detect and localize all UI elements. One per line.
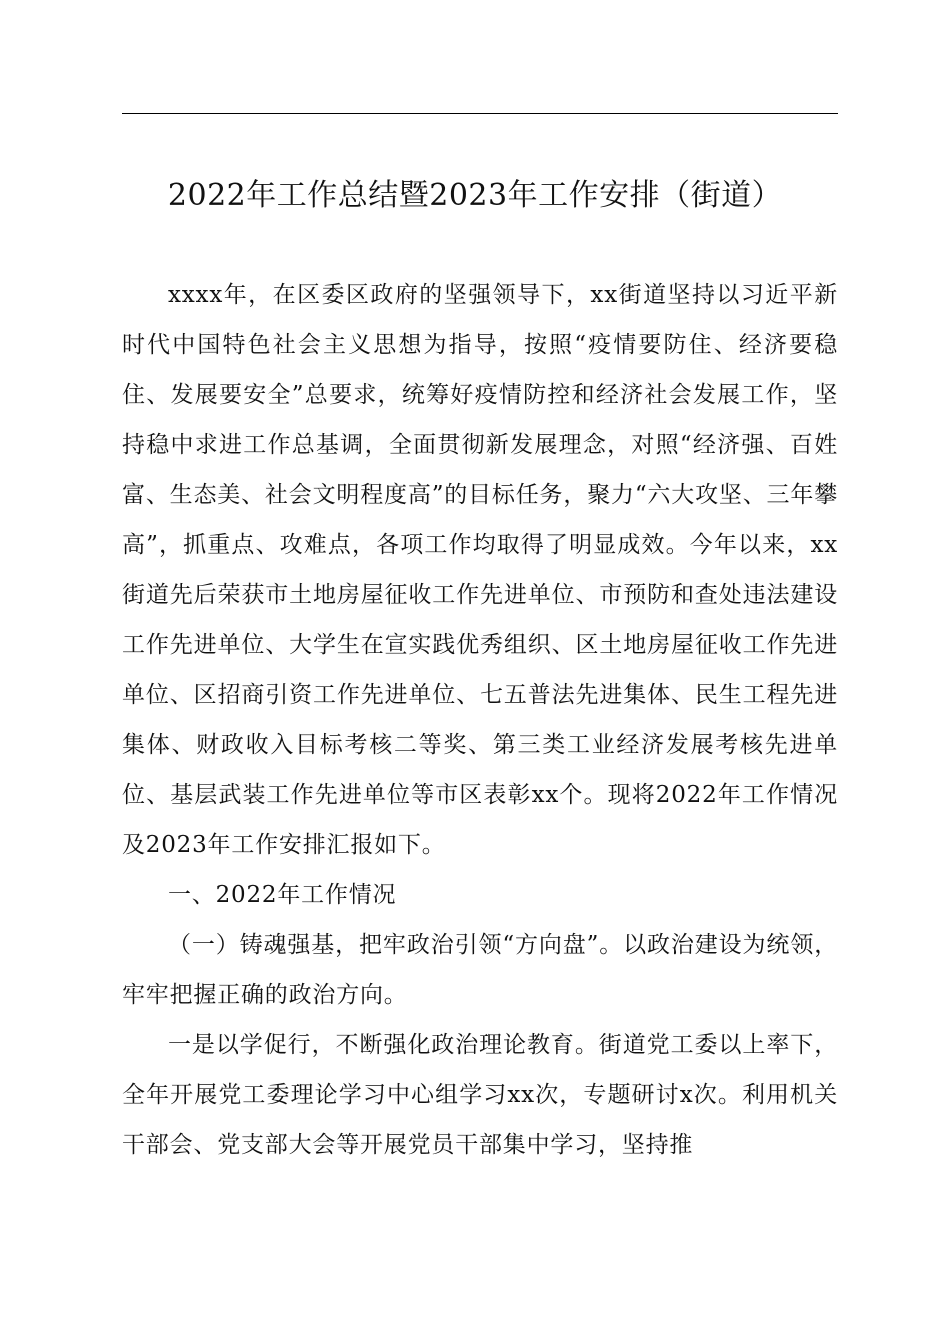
subsection-heading: （一）铸魂强基，把牢政治引领“方向盘”。以政治建设为统领，牢牢把握正确的政治方向。 bbox=[122, 932, 838, 1008]
intro-paragraph: xxxx年，在区委区政府的坚强领导下，xx街道坚持以习近平新时代中国特色社会主义思想为指导，按照“疫情要防住、经济要稳住、发展要安全”总要求，统筹好疫情防控和经济社会发展工作，坚持稳中求进工作总基调，全面贯彻新发展理念，对照“经济强、百姓富、生态美、社会文明程度高”的目标任务，聚力“六大攻坚、三年攀高”，抓重点、攻难点，各项工作均取得了明显成效。今年以来，xx街道先后荣获市土地房屋征收工作先进单位、市预防和查处违法建设工作先进单位、大学生在宣实践优秀组织、区土地房屋征收工作先进单位、区招商引资工作先进单位、七五普法先进集体、民生工程先进集体、财政收入目标考核二等奖、第三类工业经济发展考核先进单位、基层武装工作先进单位等市区表彰xx个。现将2022年工作情况及2023年工作安排汇报如下。 bbox=[122, 282, 838, 858]
body-paragraph: 一是以学促行，不断强化政治理论教育。街道党工委以上率下，全年开展党工委理论学习中心组学习xx次，专题研讨x次。利用机关干部会、党支部大会等开展党员干部集中学习，坚持推 bbox=[122, 1032, 838, 1158]
section-heading: 一、2022年工作情况 bbox=[168, 882, 397, 908]
header-rule bbox=[122, 113, 838, 114]
document-title: 2022年工作总结暨2023年工作安排（街道） bbox=[167, 178, 783, 213]
document-body bbox=[122, 270, 838, 1170]
